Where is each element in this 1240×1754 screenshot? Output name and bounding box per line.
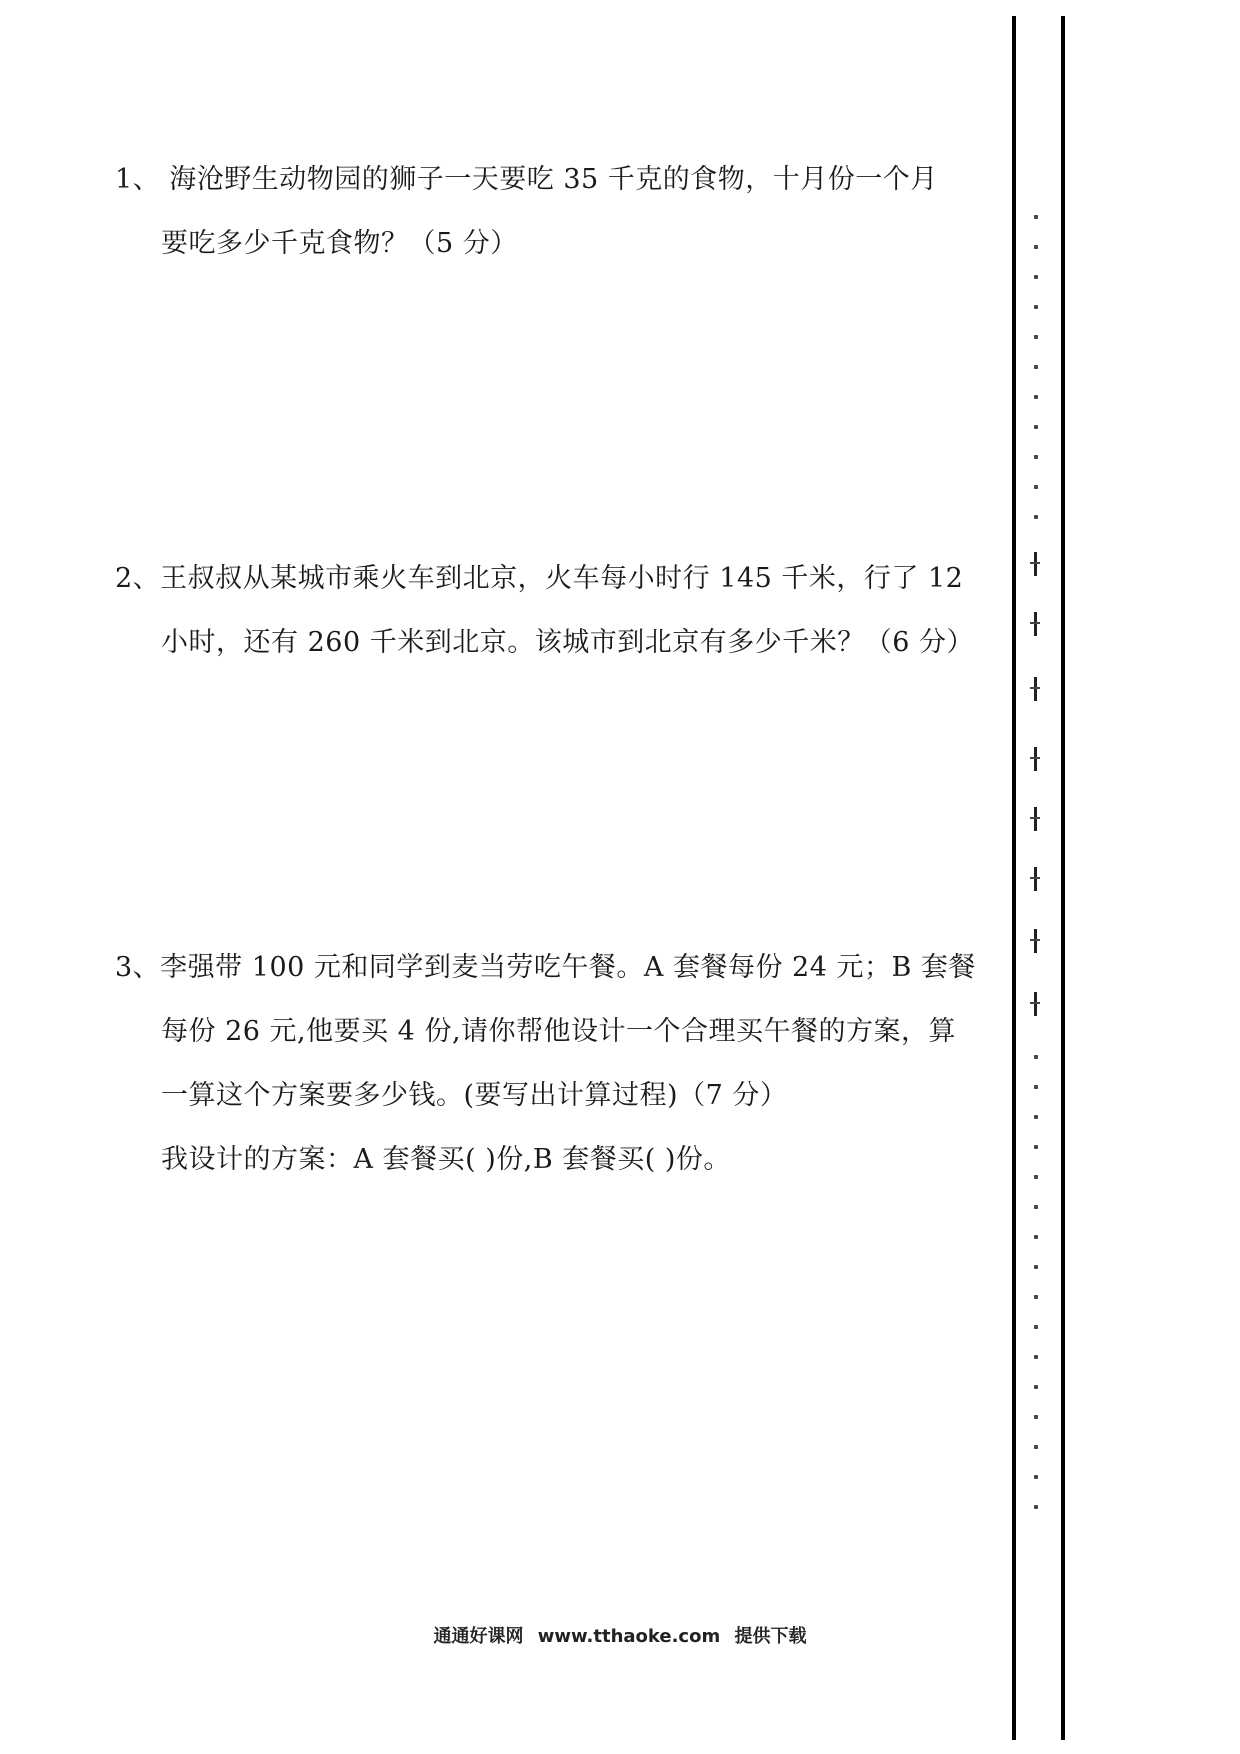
footer-url[interactable]: www.tthaoke.com — [537, 1626, 721, 1647]
question-2 — [115, 547, 995, 675]
seal-dot — [1034, 485, 1038, 489]
seal-dot — [1034, 1055, 1038, 1059]
seal-dot — [1034, 365, 1038, 369]
seal-dot — [1034, 1295, 1038, 1299]
seal-glyph-mark — [1026, 990, 1048, 1018]
seal-glyph-mark — [1026, 927, 1048, 955]
seal-dot — [1034, 1415, 1038, 1419]
seal-dot — [1034, 1115, 1038, 1119]
question-1 — [115, 148, 995, 276]
binding-line-left — [1012, 16, 1016, 1740]
question-3-answer-line: 我设计的方案：A 套餐买( )份,B 套餐买( )份。 — [161, 1144, 731, 1175]
question-3-line-1: 3、李强带 100 元和同学到麦当劳吃午餐。A 套餐每份 24 元；B 套餐 — [115, 952, 976, 983]
seal-dot — [1034, 425, 1038, 429]
seal-dot — [1034, 275, 1038, 279]
footer-watermark — [0, 1622, 1240, 1648]
seal-dot — [1034, 1475, 1038, 1479]
question-3-line-2: 每份 26 元,他要买 4 份,请你帮他设计一个合理买午餐的方案，算 — [161, 1016, 957, 1047]
question-3-line-3: 一算这个方案要多少钱。(要写出计算过程)（7 分） — [161, 1080, 788, 1111]
seal-dot — [1034, 1445, 1038, 1449]
seal-dot — [1034, 1505, 1038, 1509]
question-2-line-1: 2、王叔叔从某城市乘火车到北京，火车每小时行 145 千米，行了 12 — [115, 563, 964, 594]
seal-dot — [1034, 1265, 1038, 1269]
seal-dot — [1034, 1385, 1038, 1389]
seal-glyph-mark — [1026, 805, 1048, 833]
seal-dot — [1034, 515, 1038, 519]
seal-dot — [1034, 395, 1038, 399]
seal-dot — [1034, 335, 1038, 339]
seal-glyph-mark — [1026, 865, 1048, 893]
seal-dot — [1034, 1325, 1038, 1329]
seal-glyph-mark — [1026, 550, 1048, 578]
seal-dot — [1034, 1145, 1038, 1149]
seal-dot — [1034, 215, 1038, 219]
question-2-line-2: 小时，还有 260 千米到北京。该城市到北京有多少千米？（6 分） — [161, 627, 974, 658]
question-3 — [115, 936, 995, 1192]
seal-glyph-mark — [1026, 745, 1048, 773]
footer-site-name: 通通好课网 — [433, 1626, 524, 1647]
seal-dot — [1034, 305, 1038, 309]
question-1-line-2: 要吃多少千克食物？（5 分） — [161, 228, 518, 259]
seal-dot — [1034, 1355, 1038, 1359]
seal-dot — [1034, 455, 1038, 459]
seal-glyph-mark — [1026, 675, 1048, 703]
seal-glyph-mark — [1026, 610, 1048, 638]
seal-dot — [1034, 1175, 1038, 1179]
question-1-line-1: 1、 海沧野生动物园的狮子一天要吃 35 千克的食物，十月份一个月 — [115, 164, 938, 195]
footer-suffix: 提供下载 — [734, 1626, 807, 1647]
seal-dot — [1034, 245, 1038, 249]
seal-dot — [1034, 1085, 1038, 1089]
seal-dot — [1034, 1235, 1038, 1239]
binding-line-right — [1061, 16, 1065, 1740]
seal-dot — [1034, 1205, 1038, 1209]
seal-line-marks — [1026, 215, 1050, 1535]
